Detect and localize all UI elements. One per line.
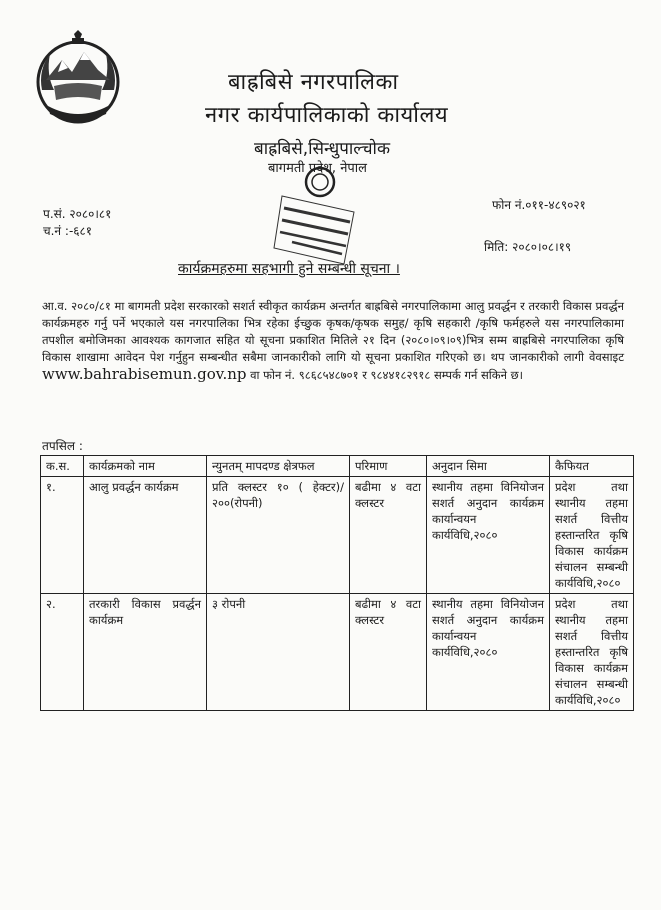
phone-number: फोन नं.०११-४८९०२१ xyxy=(492,198,586,212)
program-table xyxy=(40,455,634,711)
cell-quantity: बढीमा ४ वटा क्लस्टर xyxy=(350,594,427,711)
cell-min-area: ३ रोपनी xyxy=(207,594,350,711)
office-stamp xyxy=(262,160,362,270)
cell-min-area: प्रति क्लस्टर १० ( हेक्टर)/२००(रोपनी) xyxy=(207,477,350,594)
dispatch-number: च.नं :-६८१ xyxy=(43,224,93,238)
cell-program: आलु प्रवर्द्धन कार्यक्रम xyxy=(84,477,207,594)
notice-subject: कार्यक्रमहरुमा सहभागी हुने सम्बन्धी सूचना । xyxy=(178,261,400,277)
notice-text-part1: आ.व. २०८०/८१ मा बागमती प्रदेश सरकारको सशर्त स्वीकृत कार्यक्रम अन्तर्गत बाह्रबिसे नगरपालिकामा आलु प्रवर्द्धन र तरकारी विकास प्रवर्द्धन कार्यक्रमहरु गर्नु पर्ने भएकाले यस नगरपालिका भित्र रहेका ईच्छुक कृषक/कृषक समुह/ कृषि सहकारी /कृषि फर्महरुले यस नगरपालिकामा तपशील बमोजिमका आवश्यक कागजात सहित यो सूचना प्रकाशित मितिले २१ दिन (२०८०।०९।०९)भित्र सम्म बाह्रबिसे नगरपालिका कृषि विकास शाखामा आवेदन पेश गर्नुहुन सम्बन्धीत सबैमा जानकारीको लागि यो सूचना प्रकाशित गरिएको छ। थप जानकारीको लागी वेवसाइट xyxy=(42,299,624,364)
col-header-program: कार्यक्रमको नाम xyxy=(84,456,207,477)
cell-grant-limit: स्थानीय तहमा विनियोजन सशर्त अनुदान कार्यक्रम कार्यान्वयन कार्यविधि,२०८० xyxy=(427,594,550,711)
cell-remarks: प्रदेश तथा स्थानीय तहमा सशर्त वित्तीय हस्तान्तरित कृषि विकास कार्यक्रम संचालन सम्बन्धी कार्यविधि,२०८० xyxy=(550,477,634,594)
notice-body xyxy=(42,298,624,384)
cell-remarks: प्रदेश तथा स्थानीय तहमा सशर्त वित्तीय हस्तान्तरित कृषि विकास कार्यक्रम संचालन सम्बन्धी कार्यविधि,२०८० xyxy=(550,594,634,711)
table-row xyxy=(41,477,634,594)
website-link[interactable]: www.bahrabisemun.gov.np xyxy=(42,365,247,383)
col-header-quantity: परिमाण xyxy=(350,456,427,477)
col-header-grant-limit: अनुदान सिमा xyxy=(427,456,550,477)
office-name: नगर कार्यपालिकाको कार्यालय xyxy=(205,103,449,128)
document-date: मिति: २०८०।०८।१९ xyxy=(484,240,572,254)
nepal-emblem-icon xyxy=(28,30,128,130)
table-row xyxy=(41,594,634,711)
col-header-min-area: न्युनतम् मापदण्ड क्षेत्रफल xyxy=(207,456,350,477)
office-address: बाह्रबिसे,सिन्धुपाल्चोक xyxy=(254,139,391,159)
cell-quantity: बढीमा ४ वटा क्लस्टर xyxy=(350,477,427,594)
notice-text-part2: वा फोन नं. ९८६८५४८७०१ र ९८४४१८२९१८ सम्पर्क गर्न सकिने छ। xyxy=(250,368,524,382)
col-header-sn: क.स. xyxy=(41,456,84,477)
province-country: बागमती प्रदेश, नेपाल xyxy=(268,161,367,176)
details-label: तपसिल : xyxy=(42,439,83,453)
cell-program: तरकारी विकास प्रवर्द्धन कार्यक्रम xyxy=(84,594,207,711)
cell-grant-limit: स्थानीय तहमा विनियोजन सशर्त अनुदान कार्यक्रम कार्यान्वयन कार्यविधि,२०८० xyxy=(427,477,550,594)
org-name: बाह्रबिसे नगरपालिका xyxy=(228,70,399,95)
reference-number: प.सं. २०८०।८१ xyxy=(43,207,112,221)
table-header-row xyxy=(41,456,634,477)
col-header-remarks: कैफियत xyxy=(550,456,634,477)
cell-sn: १. xyxy=(41,477,84,594)
cell-sn: २. xyxy=(41,594,84,711)
